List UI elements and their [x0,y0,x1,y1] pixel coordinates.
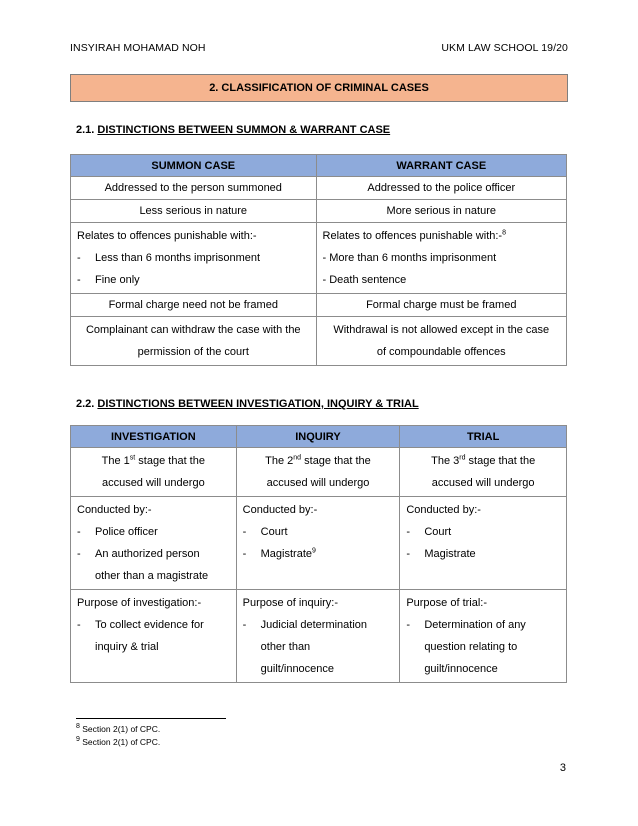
footnote-ref-8: 8 [502,229,506,237]
chapter-title-text: 2. CLASSIFICATION OF CRIMINAL CASES [209,82,429,94]
warrant-seriousness: More serious in nature [316,200,566,223]
section-2-1-title: DISTINCTIONS BETWEEN SUMMON & WARRANT CASE [97,124,391,136]
inquiry-stage: The 2nd stage that the accused will undergo [236,448,400,497]
section-2-2-number: 2.2. [76,398,98,410]
footnote-ref-9: 9 [312,547,316,555]
column-header-trial: TRIAL [400,426,567,448]
column-header-warrant: WARRANT CASE [316,155,566,177]
footnote-8: $^8$ Section 2(1) of CPC. [76,723,161,734]
list-item: - Fine only [77,274,140,286]
warrant-offences-cell [316,223,566,294]
footnote-9: $^9$ Section 2(1) of CPC. [76,736,161,747]
list-item: - Police officer [77,526,158,538]
list-item: - Death sentence [322,274,407,286]
list-item: - Magistrate [406,548,476,560]
chapter-title [70,74,568,102]
list-item: - Less than 6 months imprisonment [77,252,261,264]
summon-addressed: Addressed to the person summoned [71,177,317,200]
section-2-1-heading [76,124,390,136]
header-author: INSYIRAH MOHAMAD NOH [70,42,206,54]
list-item: - An authorized person other than a magistrate [77,548,209,582]
summon-offences-head: Relates to offences punishable with:- [77,230,257,242]
section-2-2-heading [76,398,419,410]
list-item: - To collect evidence for inquiry & trial [77,619,204,653]
list-item: - Magistrate$^9$ [242,547,316,560]
warrant-withdrawal: Withdrawal is not allowed except in the case of compoundable offences [316,317,566,366]
list-item: - More than 6 months imprisonment [322,252,497,264]
column-header-summon: SUMMON CASE [71,155,317,177]
warrant-offences-head: Relates to offences punishable with:-$^8$ [322,229,506,242]
investigation-conducted-by: Conducted by:- - Police officer - An authorized person other than a magistrate [71,497,237,590]
inquiry-purpose: Purpose of inquiry:- - Judicial determination other than guilt/innocence [236,590,400,683]
page-number: 3 [559,762,566,774]
section-2-1-number: 2.1. [76,124,98,136]
inquiry-conducted-by: Conducted by:- - Court - Magistrate$^9$ [236,497,400,590]
header-course: UKM LAW SCHOOL 19/20 [441,42,568,54]
column-header-inquiry: INQUIRY [236,426,400,448]
warrant-charge: Formal charge must be framed [316,294,566,317]
trial-purpose: Purpose of trial:- - Determination of any question relating to guilt/innocence [400,590,567,683]
column-header-investigation: INVESTIGATION [71,426,237,448]
summon-warrant-table [70,154,567,366]
summon-seriousness: Less serious in nature [71,200,317,223]
investigation-purpose: Purpose of investigation:- - To collect evidence for inquiry & trial [71,590,237,683]
warrant-addressed: Addressed to the police officer [316,177,566,200]
list-item: - Determination of any question relating to guilt/innocence [406,619,526,675]
list-item: - Court [242,526,288,538]
summon-offences-cell [71,223,317,294]
summon-charge: Formal charge need not be framed [71,294,317,317]
section-2-2-title: DISTINCTIONS BETWEEN INVESTIGATION, INQUIRY & TRIAL [97,398,419,410]
list-item: - Court [406,526,452,538]
footnote-separator [76,718,226,719]
trial-conducted-by: Conducted by:- - Court - Magistrate [400,497,567,590]
summon-withdrawal: Complainant can withdraw the case with the permission of the court [71,317,317,366]
investigation-stage: The 1st stage that the accused will undergo [71,448,237,497]
list-item: - Judicial determination other than guilt/innocence [242,619,368,675]
trial-stage: The 3rd stage that the accused will undergo [400,448,567,497]
investigation-inquiry-trial-table [70,425,567,683]
